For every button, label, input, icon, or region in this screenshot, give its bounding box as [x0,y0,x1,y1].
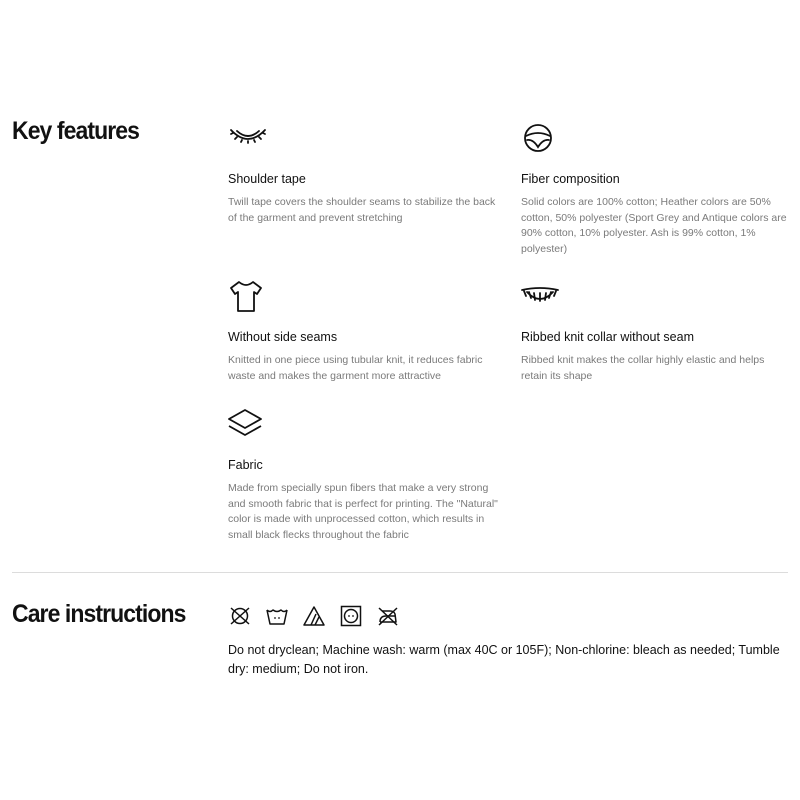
machine-wash-warm-icon [265,605,289,627]
feature-title: Fabric [228,458,263,472]
feature-title: Without side seams [228,330,338,344]
feature-description: Solid colors are 100% cotton; Heather colors are 50% cotton, 50% polyester (Sport Grey and Antique colors are 90% cotton, 10% polyester. Ash is 99% cotton, 1% polyester) [521,196,787,255]
do-not-iron-icon [376,605,400,627]
do-not-dryclean-icon [228,605,252,627]
feature-title: Shoulder tape [228,172,306,186]
feature-title: Ribbed knit collar without seam [521,330,694,344]
feature-fabric [228,408,500,541]
feature-description: Twill tape covers the shoulder seams to stabilize the back of the garment and prevent stretching [228,196,496,224]
section-divider [12,572,788,573]
feature-title: Fiber composition [521,172,620,186]
t-shirt-icon [228,280,268,312]
feature-description: Ribbed knit makes the collar highly elastic and helps retain its shape [521,354,765,382]
shoulder-tape-icon [228,122,268,154]
feature-shoulder-tape [228,122,500,224]
feature-fiber-composition [521,122,793,255]
fiber-composition-icon [521,122,561,154]
feature-ribbed-collar [521,280,793,382]
care-instructions-text: Do not dryclean; Machine wash: warm (max 40C or 105F); Non-chlorine: bleach as needed; Tumble dry: medium; Do not iron. [228,643,780,676]
ribbed-collar-icon [521,280,561,312]
fabric-layers-icon [228,408,268,440]
feature-description: Knitted in one piece using tubular knit, it reduces fabric waste and makes the garment more attractive [228,354,483,382]
feature-description: Made from specially spun fibers that make a very strong and smooth fabric that is perfect for printing. The "Natural" color is made with unprocessed cotton, which results in small black flecks throughout the fabric [228,482,498,541]
tumble-dry-medium-icon [339,605,363,627]
care-icons-row [228,605,400,627]
feature-without-side-seams [228,280,500,382]
key-features-heading: Key features [12,117,140,145]
non-chlorine-bleach-icon [302,605,326,627]
care-instructions-heading: Care instructions [12,600,186,628]
